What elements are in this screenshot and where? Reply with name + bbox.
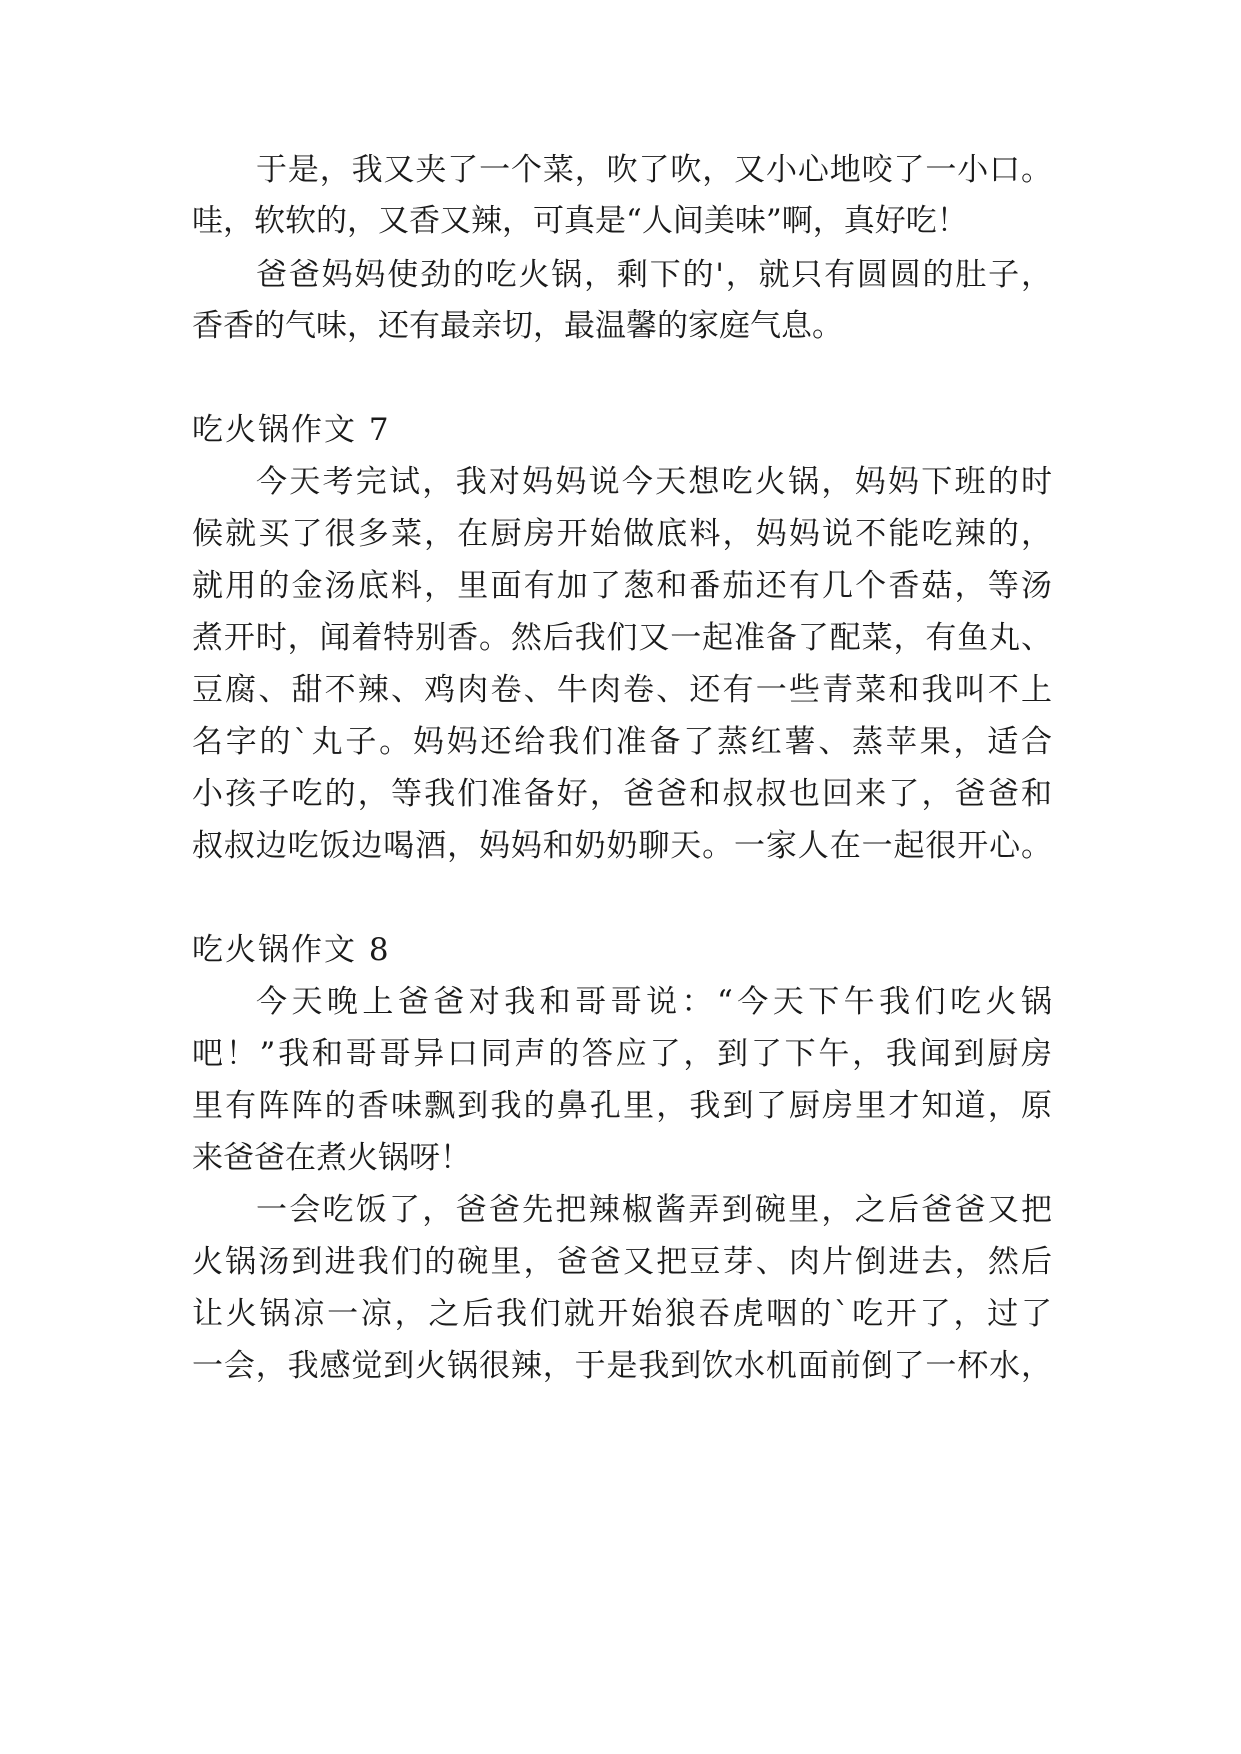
paragraph-line: 豆腐、甜不辣、鸡肉卷、牛肉卷、还有一些青菜和我叫不上 (192, 672, 1052, 708)
paragraph-line: 吧！”我和哥哥异口同声的答应了，到了下午，我闻到厨房 (192, 1036, 1052, 1072)
paragraph-line: 叔叔边吃饭边喝酒，妈妈和奶奶聊天。一家人在一起很开心。 (192, 828, 1052, 864)
section-heading: 吃火锅作文 7 (192, 412, 391, 448)
paragraph-line: 小孩子吃的，等我们准备好，爸爸和叔叔也回来了，爸爸和 (192, 776, 1052, 812)
section-heading: 吃火锅作文 8 (192, 932, 391, 968)
paragraph-line: 名字的`丸子。妈妈还给我们准备了蒸红薯、蒸苹果，适合 (192, 724, 1052, 760)
paragraph-line: 香香的气味，还有最亲切，最温馨的家庭气息。 (192, 308, 843, 344)
paragraph-line: 就用的金汤底料，里面有加了葱和番茄还有几个香菇，等汤 (192, 568, 1052, 604)
paragraph-line: 哇，软软的，又香又辣，可真是“人间美味”啊，真好吃！ (192, 203, 968, 239)
paragraph-line: 火锅汤到进我们的碗里，爸爸又把豆芽、肉片倒进去，然后 (192, 1244, 1052, 1280)
paragraph-line: 一会，我感觉到火锅很辣，于是我到饮水机面前倒了一杯水， (192, 1348, 1052, 1384)
paragraph-line: 今天晚上爸爸对我和哥哥说：“今天下午我们吃火锅 (256, 984, 1052, 1020)
paragraph-line: 让火锅凉一凉，之后我们就开始狼吞虎咽的`吃开了，过了 (192, 1296, 1052, 1332)
paragraph-line: 候就买了很多菜，在厨房开始做底料，妈妈说不能吃辣的， (192, 516, 1052, 552)
paragraph-line: 里有阵阵的香味飘到我的鼻孔里，我到了厨房里才知道，原 (192, 1088, 1052, 1124)
paragraph-line: 煮开时，闻着特别香。然后我们又一起准备了配菜，有鱼丸、 (192, 620, 1052, 656)
paragraph-line: 于是，我又夹了一个菜，吹了吹，又小心地咬了一小口。 (256, 152, 1052, 188)
paragraph-line: 今天考完试，我对妈妈说今天想吃火锅，妈妈下班的时 (256, 464, 1052, 500)
paragraph-line: 一会吃饭了，爸爸先把辣椒酱弄到碗里，之后爸爸又把 (256, 1192, 1052, 1228)
paragraph-line: 来爸爸在煮火锅呀！ (192, 1140, 471, 1176)
paragraph-line: 爸爸妈妈使劲的吃火锅，剩下的'，就只有圆圆的肚子， (256, 257, 1052, 293)
